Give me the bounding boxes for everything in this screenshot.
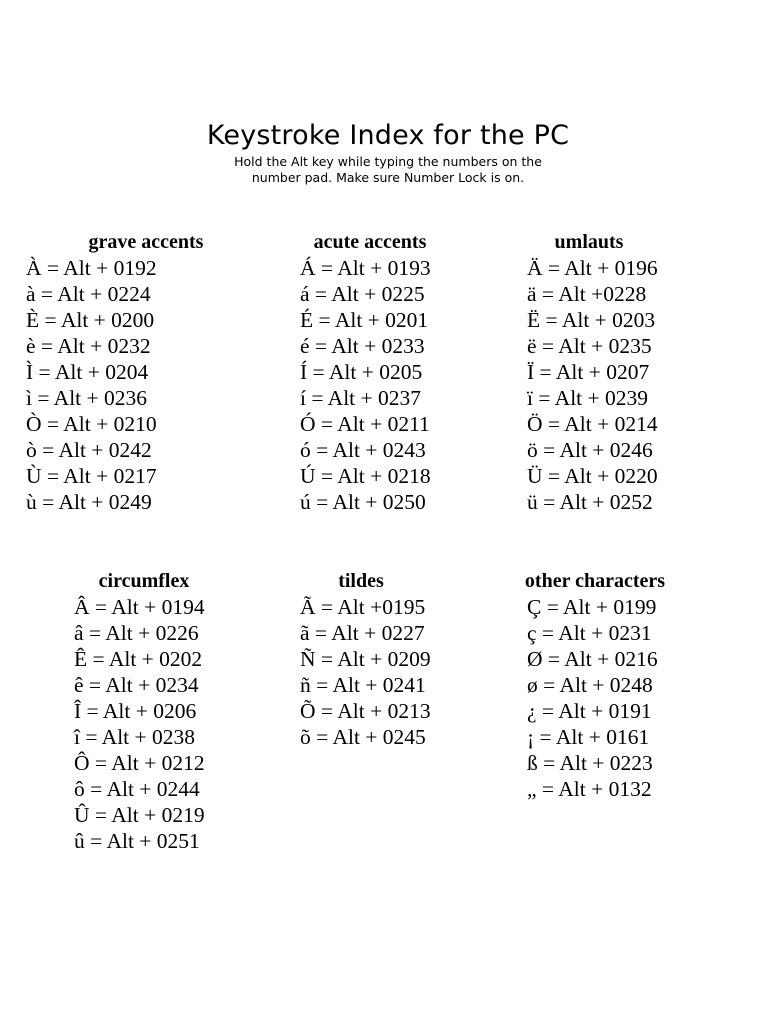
keystroke-list (250, 255, 490, 515)
section-title: acute accents (313, 231, 427, 253)
keystroke-item: Ó = Alt + 0211 (300, 412, 430, 436)
keystroke-item: Ø = Alt + 0216 (527, 647, 658, 671)
keystroke-list (24, 594, 264, 854)
section-grave-accents (26, 229, 266, 515)
keystroke-item: ê = Alt + 0234 (74, 673, 199, 697)
section-tildes (241, 568, 481, 750)
section-title: circumflex (98, 570, 190, 592)
keystroke-item: Ï = Alt + 0207 (527, 360, 650, 384)
keystroke-item: ü = Alt + 0252 (527, 490, 653, 514)
keystroke-item: Ü = Alt + 0220 (527, 464, 658, 488)
instructions-line-1: Hold the Alt key while typing the numbers on the (234, 154, 542, 169)
keystroke-item: Î = Alt + 0206 (74, 699, 197, 723)
instructions-line-2: number pad. Make sure Number Lock is on. (251, 170, 525, 185)
keystroke-item: Ú = Alt + 0218 (300, 464, 431, 488)
keystroke-item: ú = Alt + 0250 (300, 490, 426, 514)
keystroke-item: ò = Alt + 0242 (26, 438, 152, 462)
section-title: tildes (338, 570, 384, 592)
keystroke-list (241, 594, 481, 750)
keystroke-item: Ñ = Alt + 0209 (300, 647, 431, 671)
keystroke-item: Õ = Alt + 0213 (300, 699, 431, 723)
keystroke-item: Û = Alt + 0219 (74, 803, 205, 827)
keystroke-item: „ = Alt + 0132 (527, 777, 652, 801)
keystroke-item: Ö = Alt + 0214 (527, 412, 658, 436)
keystroke-list (475, 594, 715, 802)
section-umlauts (469, 229, 709, 515)
keystroke-item: ç = Alt + 0231 (527, 621, 652, 645)
keystroke-item: Ô = Alt + 0212 (74, 751, 205, 775)
keystroke-item: Ì = Alt + 0204 (26, 360, 149, 384)
section-circumflex (24, 568, 264, 854)
keystroke-item: ä = Alt +0228 (527, 282, 647, 306)
keystroke-item: â = Alt + 0226 (74, 621, 199, 645)
keystroke-list (469, 255, 709, 515)
keystroke-item: î = Alt + 0238 (74, 725, 196, 749)
keystroke-item: ¡ = Alt + 0161 (527, 725, 650, 749)
keystroke-item: ù = Alt + 0249 (26, 490, 152, 514)
keystroke-item: À = Alt + 0192 (26, 256, 157, 280)
keystroke-item: à = Alt + 0224 (26, 282, 151, 306)
keystroke-item: ø = Alt + 0248 (527, 673, 653, 697)
keystroke-item: û = Alt + 0251 (74, 829, 200, 853)
keystroke-item: ß = Alt + 0223 (527, 751, 653, 775)
keystroke-item: á = Alt + 0225 (300, 282, 425, 306)
keystroke-item: Ê = Alt + 0202 (74, 647, 203, 671)
keystroke-item: Ç = Alt + 0199 (527, 595, 657, 619)
section-title: grave accents (88, 231, 204, 253)
keystroke-item: É = Alt + 0201 (300, 308, 429, 332)
keystroke-item: Â = Alt + 0194 (74, 595, 205, 619)
keystroke-item: ï = Alt + 0239 (527, 386, 649, 410)
section-acute-accents (250, 229, 490, 515)
keystroke-item: Ä = Alt + 0196 (527, 256, 658, 280)
keystroke-item: ë = Alt + 0235 (527, 334, 652, 358)
page-title: Keystroke Index for the PC (206, 120, 570, 151)
keystroke-item: ã = Alt + 0227 (300, 621, 425, 645)
keystroke-item: Ò = Alt + 0210 (26, 412, 157, 436)
section-other-characters (475, 568, 715, 802)
keystroke-item: í = Alt + 0237 (300, 386, 422, 410)
keystroke-item: È = Alt + 0200 (26, 308, 155, 332)
keystroke-item: õ = Alt + 0245 (300, 725, 426, 749)
keystroke-item: è = Alt + 0232 (26, 334, 151, 358)
keystroke-item: Ë = Alt + 0203 (527, 308, 656, 332)
keystroke-item: Ù = Alt + 0217 (26, 464, 157, 488)
keystroke-item: Ã = Alt +0195 (300, 595, 426, 619)
section-title: other characters (524, 570, 666, 592)
keystroke-item: é = Alt + 0233 (300, 334, 425, 358)
keystroke-item: Á = Alt + 0193 (300, 256, 431, 280)
keystroke-item: ì = Alt + 0236 (26, 386, 148, 410)
page-header (0, 118, 768, 186)
keystroke-item: Í = Alt + 0205 (300, 360, 423, 384)
keystroke-item: ñ = Alt + 0241 (300, 673, 426, 697)
keystroke-list (26, 255, 266, 515)
keystroke-item: ó = Alt + 0243 (300, 438, 426, 462)
section-title: umlauts (554, 231, 624, 253)
keystroke-item: ö = Alt + 0246 (527, 438, 653, 462)
keystroke-item: ¿ = Alt + 0191 (527, 699, 652, 723)
keystroke-item: ô = Alt + 0244 (74, 777, 200, 801)
